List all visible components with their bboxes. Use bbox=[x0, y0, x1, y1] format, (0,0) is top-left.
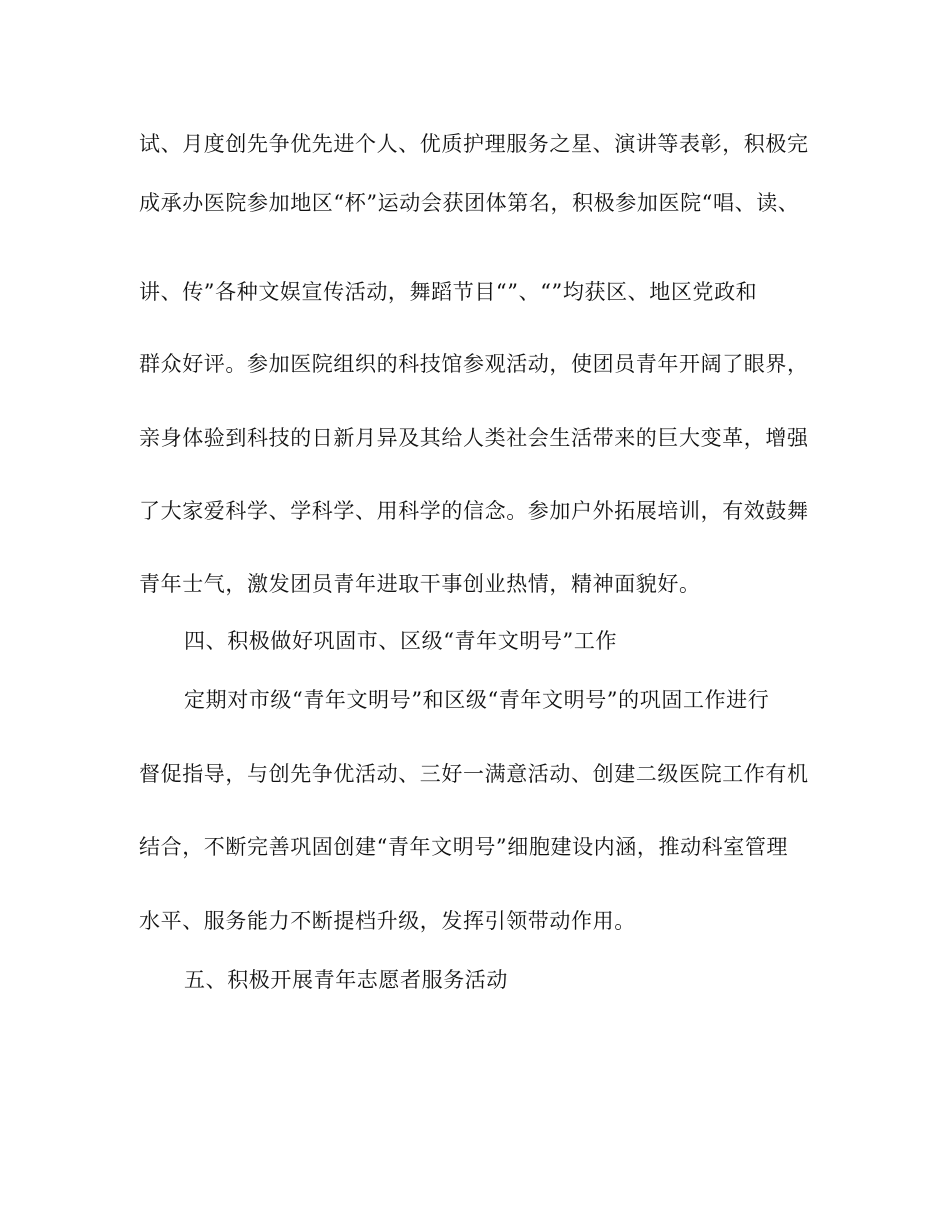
paragraph-line: 水平、服务能力不断提档升级，发挥引领带动作用。 bbox=[139, 909, 636, 933]
paragraph-line: 试、月度创先争优先进个人、优质护理服务之星、演讲等表彰，积极完 bbox=[139, 132, 809, 156]
paragraph-line: 了大家爱科学、学科学、用科学的信念。参加户外拓展培训，有效鼓舞 bbox=[139, 499, 809, 523]
section-heading: 五、积极开展青年志愿者服务活动 bbox=[184, 968, 508, 992]
paragraph-line: 成承办医院参加地区“杯”运动会获团体第名，积极参加医院“唱、读、 bbox=[139, 191, 800, 215]
paragraph-line: 定期对市级“青年文明号”和区级“青年文明号”的巩固工作进行 bbox=[184, 688, 770, 712]
paragraph-line: 青年士气，激发团员青年进取干事创业热情，精神面貌好。 bbox=[139, 572, 701, 596]
paragraph-line: 亲身体验到科技的日新月异及其给人类社会生活带来的巨大变革，增强 bbox=[139, 426, 809, 450]
paragraph-line: 群众好评。参加医院组织的科技馆参观活动，使团员青年开阔了眼界， bbox=[139, 352, 809, 376]
paragraph-line: 结合，不断完善巩固创建“青年文明号”细胞建设内涵，推动科室管理 bbox=[139, 835, 789, 859]
paragraph-line: 督促指导，与创先争优活动、三好一满意活动、创建二级医院工作有机 bbox=[139, 762, 809, 786]
paragraph-line: 讲、传”各种文娱宣传活动，舞蹈节目“”、“”均获区、地区党政和 bbox=[139, 280, 758, 304]
section-heading: 四、积极做好巩固市、区级“青年文明号”工作 bbox=[184, 629, 618, 653]
